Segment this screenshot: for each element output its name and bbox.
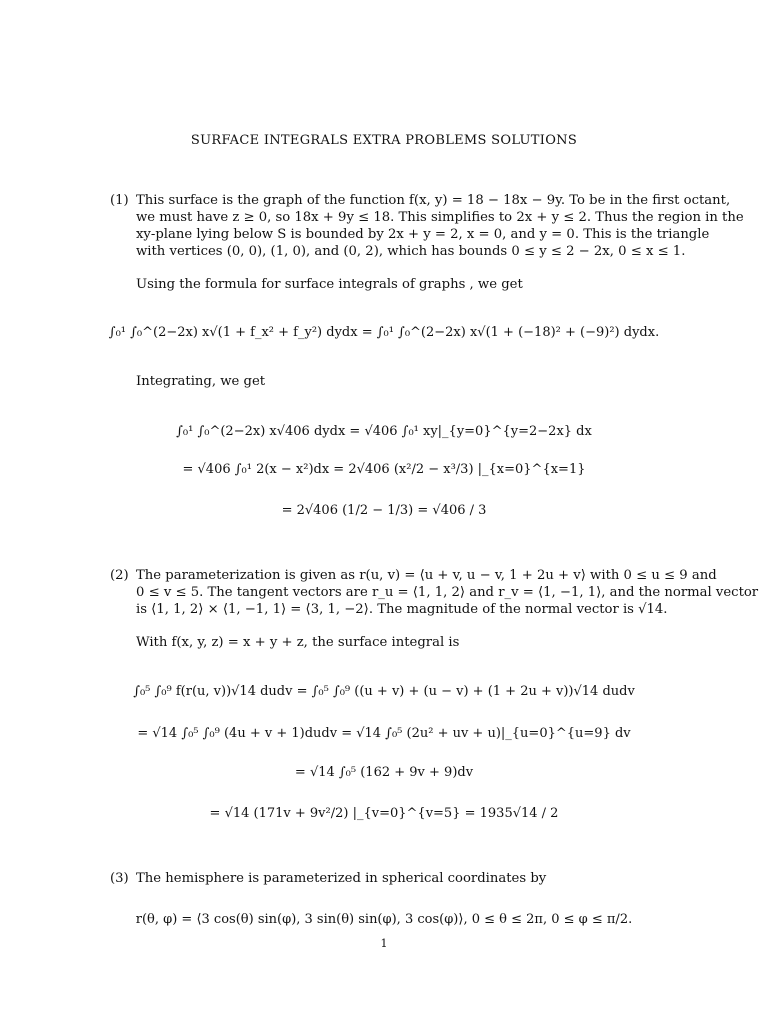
problem-1-equation-3: = √406 ∫₀¹ 2(x − x²)dx = 2√406 (x²/2 − x³/3) |_{x=0}^{x=1} (182, 462, 586, 477)
problem-3-number: (3) (110, 871, 129, 886)
document-title: SURFACE INTEGRALS EXTRA PROBLEMS SOLUTIONS (190, 133, 578, 148)
problem-1-line-3: xy-plane lying below S is bounded by 2x + y = 2, x = 0, and y = 0. This is the triangle (136, 227, 710, 242)
problem-1-number: (1) (110, 193, 129, 208)
problem-3-line-1: (3) The hemisphere is parameterized in spherical coordinates by (110, 871, 547, 886)
problem-1-line-4: with vertices (0, 0), (1, 0), and (0, 2), which has bounds 0 ≤ y ≤ 2 − 2x, 0 ≤ x ≤ 1. (136, 244, 686, 259)
problem-2-equation-3: = √14 ∫₀⁵ (162 + 9v + 9)dv (294, 765, 474, 780)
problem-1-equation-2: ∫₀¹ ∫₀^(2−2x) x√406 dydx = √406 ∫₀¹ xy|_{y=0}^{y=2−2x} dx (176, 424, 592, 439)
problem-2-equation-2: = √14 ∫₀⁵ ∫₀⁹ (4u + v + 1)dudv = √14 ∫₀⁵ (2u² + uv + u)|_{u=0}^{u=9} dv (137, 726, 631, 741)
problem-1-line-1: (1) This surface is the graph of the function f(x, y) = 18 − 18x − 9y. To be in the first octant, (110, 193, 731, 208)
problem-1-line-2: we must have z ≥ 0, so 18x + 9y ≤ 18. This simplifies to 2x + y ≤ 2. Thus the region in the (136, 210, 744, 225)
problem-1-integrating-text: Integrating, we get (136, 374, 266, 389)
problem-2-line-3: is ⟨1, 1, 2⟩ × ⟨1, −1, 1⟩ = ⟨3, 1, −2⟩. The magnitude of the normal vector is √14. (136, 602, 668, 617)
problem-2-line-1: (2) The parameterization is given as r(u, v) = ⟨u + v, u − v, 1 + 2u + v⟩ with 0 ≤ u ≤ 9 and (110, 568, 717, 583)
problem-1-equation-1: ∫₀¹ ∫₀^(2−2x) x√(1 + f_x² + f_y²) dydx = ∫₀¹ ∫₀^(2−2x) x√(1 + (−18)² + (−9)²) dydx. (108, 325, 660, 340)
problem-2-equation-4: = √14 (171v + 9v²/2) |_{v=0}^{v=5} = 1935√14 / 2 (209, 806, 559, 821)
problem-2-number: (2) (110, 568, 129, 583)
problem-1-formula-intro: Using the formula for surface integrals of graphs , we get (136, 277, 523, 292)
problem-3-equation-1: r(θ, φ) = ⟨3 cos(θ) sin(φ), 3 sin(θ) sin(φ), 3 cos(φ)⟩, 0 ≤ θ ≤ 2π, 0 ≤ φ ≤ π/2. (135, 912, 633, 927)
problem-1-equation-4: = 2√406 (1/2 − 1/3) = √406 / 3 (281, 503, 487, 518)
problem-2-with-line: With f(x, y, z) = x + y + z, the surface integral is (136, 635, 460, 650)
problem-2-line-2: 0 ≤ v ≤ 5. The tangent vectors are r_u = ⟨1, 1, 2⟩ and r_v = ⟨1, −1, 1⟩, and the normal vector (136, 585, 759, 600)
page-number: 1 (380, 937, 388, 950)
problem-2-equation-1: ∫₀⁵ ∫₀⁹ f(r(u, v))√14 dudv = ∫₀⁵ ∫₀⁹ ((u + v) + (u − v) + (1 + 2u + v))√14 dudv (133, 684, 635, 699)
